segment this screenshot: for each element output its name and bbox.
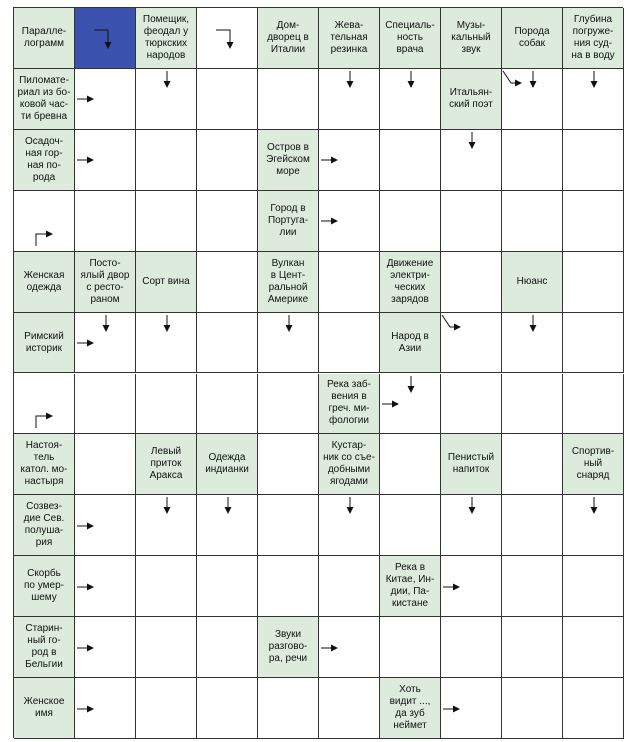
answer-cell[interactable] (136, 130, 197, 191)
answer-cell[interactable] (136, 617, 197, 678)
answer-cell[interactable] (502, 495, 563, 556)
clue-cell (14, 252, 75, 313)
clue-text: Женское имя (23, 696, 65, 720)
answer-cell[interactable] (563, 252, 624, 313)
clue-text: Порода собак (514, 25, 550, 49)
clue-cell (14, 313, 75, 374)
answer-cell[interactable] (502, 374, 563, 435)
clue-text: Пенистый напиток (447, 452, 495, 476)
clue-text: Город в Португа- лии (267, 202, 309, 238)
clue-text: Одежда индианки (205, 452, 249, 476)
clue-cell (319, 8, 380, 69)
answer-cell[interactable] (441, 313, 502, 374)
clue-text: Скорбь по умер- шему (24, 568, 64, 604)
answer-cell[interactable] (197, 191, 258, 252)
clue-text: Специаль- ность врача (385, 19, 435, 55)
answer-cell[interactable] (197, 252, 258, 313)
clue-cell (14, 8, 75, 69)
answer-cell[interactable] (197, 313, 258, 374)
clue-cell (136, 434, 197, 495)
answer-cell[interactable] (380, 495, 441, 556)
clue-text: Созвез- дие Сев. полуша- рия (23, 501, 65, 549)
clue-cell (197, 434, 258, 495)
clue-cell (14, 556, 75, 617)
answer-cell[interactable] (563, 556, 624, 617)
answer-cell[interactable] (441, 617, 502, 678)
clue-cell (258, 617, 319, 678)
answer-cell[interactable] (258, 495, 319, 556)
clue-text: Римский историк (24, 330, 64, 354)
clue-text: Нюанс (516, 275, 548, 287)
clue-text: Левый приток Аракса (149, 446, 183, 482)
clue-cell (136, 8, 197, 69)
clue-cell (258, 252, 319, 313)
answer-cell[interactable] (197, 8, 258, 69)
clue-cell (75, 252, 136, 313)
answer-cell[interactable] (380, 191, 441, 252)
clue-text: Женская одежда (23, 269, 65, 293)
answer-cell[interactable] (441, 374, 502, 435)
answer-cell[interactable] (563, 678, 624, 739)
answer-cell[interactable] (197, 374, 258, 435)
answer-cell[interactable] (14, 191, 75, 252)
clue-text: Паралле- лограмм (21, 25, 67, 49)
clue-text: Итальян- ский поэт (449, 86, 493, 110)
clue-cell (563, 434, 624, 495)
clue-text: Сорт вина (142, 275, 190, 287)
clue-cell (380, 252, 441, 313)
answer-cell[interactable] (75, 191, 136, 252)
clue-text: Пиломате- риал из бо- ковой час- ти бревна (17, 74, 71, 122)
clue-cell (441, 8, 502, 69)
clue-text: Движение электри- ческих зарядов (386, 257, 434, 305)
answer-cell[interactable] (380, 434, 441, 495)
scanword-grid (13, 7, 623, 738)
clue-cell (14, 678, 75, 739)
clue-text: Река заб- вения в греч. ми- фологии (327, 379, 371, 427)
answer-cell[interactable] (380, 130, 441, 191)
answer-cell[interactable] (197, 130, 258, 191)
clue-cell (502, 8, 563, 69)
clue-cell (14, 495, 75, 556)
clue-text: Жева- тельная резинка (330, 19, 368, 55)
clue-cell (14, 434, 75, 495)
answer-cell[interactable] (502, 434, 563, 495)
clue-text: Хоть видит ..., да зуб неймет (389, 684, 431, 732)
clue-cell (258, 8, 319, 69)
answer-cell[interactable] (319, 252, 380, 313)
answer-cell[interactable] (563, 617, 624, 678)
clue-cell (380, 678, 441, 739)
clue-cell (563, 8, 624, 69)
clue-cell (14, 69, 75, 130)
clue-cell (380, 556, 441, 617)
clue-cell (502, 252, 563, 313)
answer-cell[interactable] (75, 434, 136, 495)
answer-cell[interactable] (380, 617, 441, 678)
clue-text: Остров в Эгейском море (266, 141, 310, 177)
clue-cell (380, 8, 441, 69)
answer-cell[interactable] (563, 191, 624, 252)
clue-text: Спортив- ный снаряд (571, 446, 615, 482)
clue-text: Помещик, феодал у тюркских народов (142, 13, 190, 61)
answer-cell[interactable] (136, 374, 197, 435)
clue-text: Народ в Азии (391, 330, 429, 354)
clue-cell (441, 434, 502, 495)
clue-text: Настоя- тель катол. мо- настыря (20, 440, 68, 488)
clue-text: Музы- кальный звук (451, 19, 491, 55)
answer-cell[interactable] (136, 556, 197, 617)
clue-cell (258, 130, 319, 191)
clue-cell (319, 434, 380, 495)
answer-cell[interactable] (75, 374, 136, 435)
answer-cell[interactable] (136, 678, 197, 739)
answer-cell[interactable] (197, 556, 258, 617)
clue-cell (441, 69, 502, 130)
clue-text: Посто- ялый двор с ресто- раном (80, 257, 130, 305)
answer-cell[interactable] (14, 374, 75, 435)
clue-text: Река в Китае, Ин- дии, Па- кистане (385, 562, 435, 610)
clue-text: Глубина погруже- ния суд- на в воду (571, 13, 615, 61)
answer-cell[interactable] (502, 130, 563, 191)
clue-cell (258, 191, 319, 252)
answer-cell[interactable] (319, 556, 380, 617)
answer-cell[interactable] (258, 69, 319, 130)
answer-cell[interactable] (502, 191, 563, 252)
clue-text: Звуки разгово- ра, речи (268, 629, 308, 665)
answer-cell[interactable] (258, 556, 319, 617)
answer-cell[interactable] (441, 191, 502, 252)
start-cell[interactable] (75, 8, 136, 69)
clue-cell (14, 130, 75, 191)
clue-cell (319, 374, 380, 435)
answer-cell[interactable] (563, 130, 624, 191)
answer-cell[interactable] (319, 313, 380, 374)
answer-cell[interactable] (502, 617, 563, 678)
answer-cell[interactable] (258, 434, 319, 495)
answer-cell[interactable] (258, 678, 319, 739)
answer-cell[interactable] (441, 252, 502, 313)
answer-cell[interactable] (197, 69, 258, 130)
clue-cell (136, 252, 197, 313)
clue-text: Кустар- ник со съе- добными ягодами (323, 440, 375, 488)
answer-cell[interactable] (319, 678, 380, 739)
answer-cell[interactable] (502, 678, 563, 739)
answer-cell[interactable] (197, 678, 258, 739)
clue-text: Вулкан в Цент- ральной Америке (267, 257, 309, 305)
answer-cell[interactable] (563, 374, 624, 435)
answer-cell[interactable] (136, 191, 197, 252)
answer-cell[interactable] (258, 374, 319, 435)
clue-text: Дом- дворец в Италии (267, 19, 309, 55)
answer-cell[interactable] (563, 313, 624, 374)
answer-cell[interactable] (197, 617, 258, 678)
clue-cell (14, 617, 75, 678)
clue-text: Старин- ный го- род в Бельгии (25, 623, 63, 671)
clue-cell (380, 313, 441, 374)
answer-cell[interactable] (502, 556, 563, 617)
clue-text: Осадоч- ная гор- ная по- рода (24, 135, 64, 183)
